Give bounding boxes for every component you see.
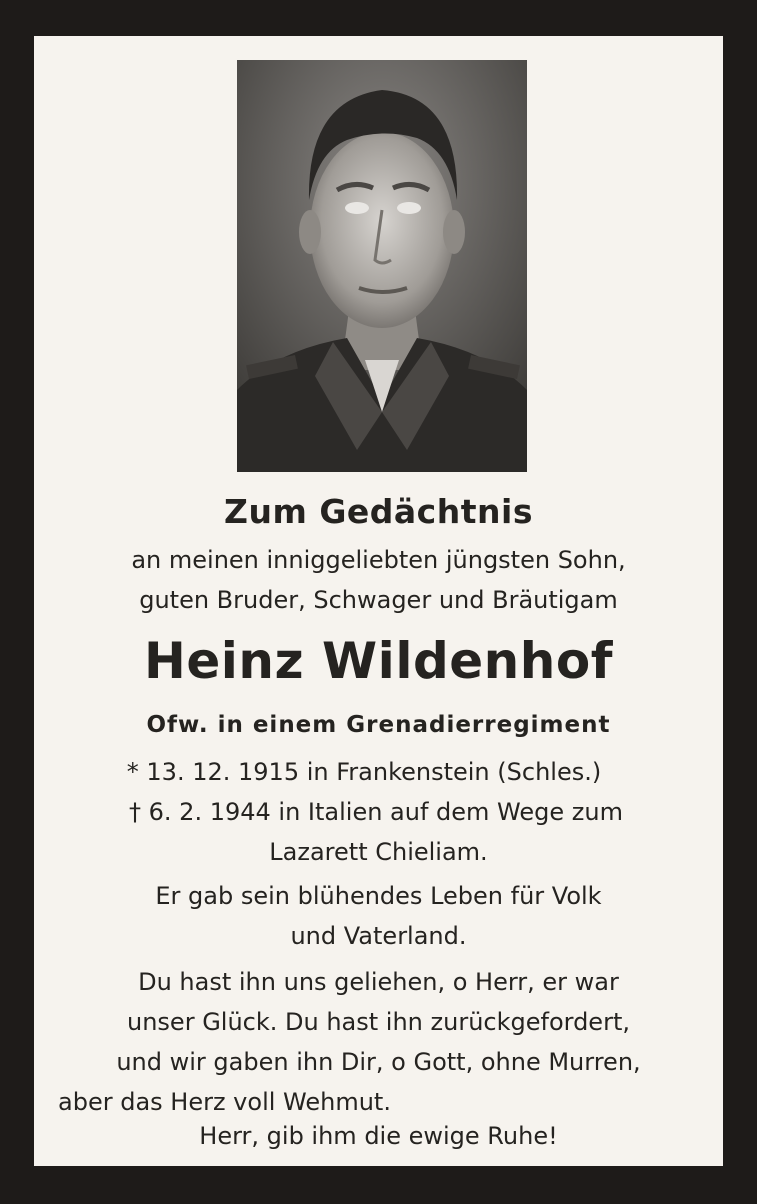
prayer-line-2: unser Glück. Du hast ihn zurückgefordert,	[127, 1008, 630, 1036]
prayer-line-4: aber das Herz voll Wehmut.	[58, 1088, 391, 1116]
dedication-line-2: guten Bruder, Schwager und Bräutigam	[139, 586, 618, 614]
birth-info: * 13. 12. 1915 in Frankenstein (Schles.)	[126, 758, 602, 786]
portrait-photo	[237, 60, 527, 472]
memorial-heading: Zum Gedächtnis	[224, 492, 533, 531]
death-info-line-1: † 6. 2. 1944 in Italien auf dem Wege zum	[129, 798, 623, 826]
tribute-line-1: Er gab sein blühendes Leben für Volk	[155, 882, 602, 910]
closing-prayer: Herr, gib ihm die ewige Ruhe!	[199, 1122, 558, 1150]
prayer-line-3: und wir gaben ihn Dir, o Gott, ohne Murren,	[116, 1048, 641, 1076]
card-paper	[34, 36, 723, 1166]
dedication-line-1: an meinen inniggeliebten jüngsten Sohn,	[131, 546, 626, 574]
military-rank: Ofw. in einem Grenadierregiment	[146, 712, 611, 738]
deceased-name: Heinz Wildenhof	[144, 632, 613, 690]
tribute-line-2: und Vaterland.	[290, 922, 467, 950]
prayer-line-1: Du hast ihn uns geliehen, o Herr, er war	[138, 968, 619, 996]
death-info-line-2: Lazarett Chieliam.	[269, 838, 488, 866]
